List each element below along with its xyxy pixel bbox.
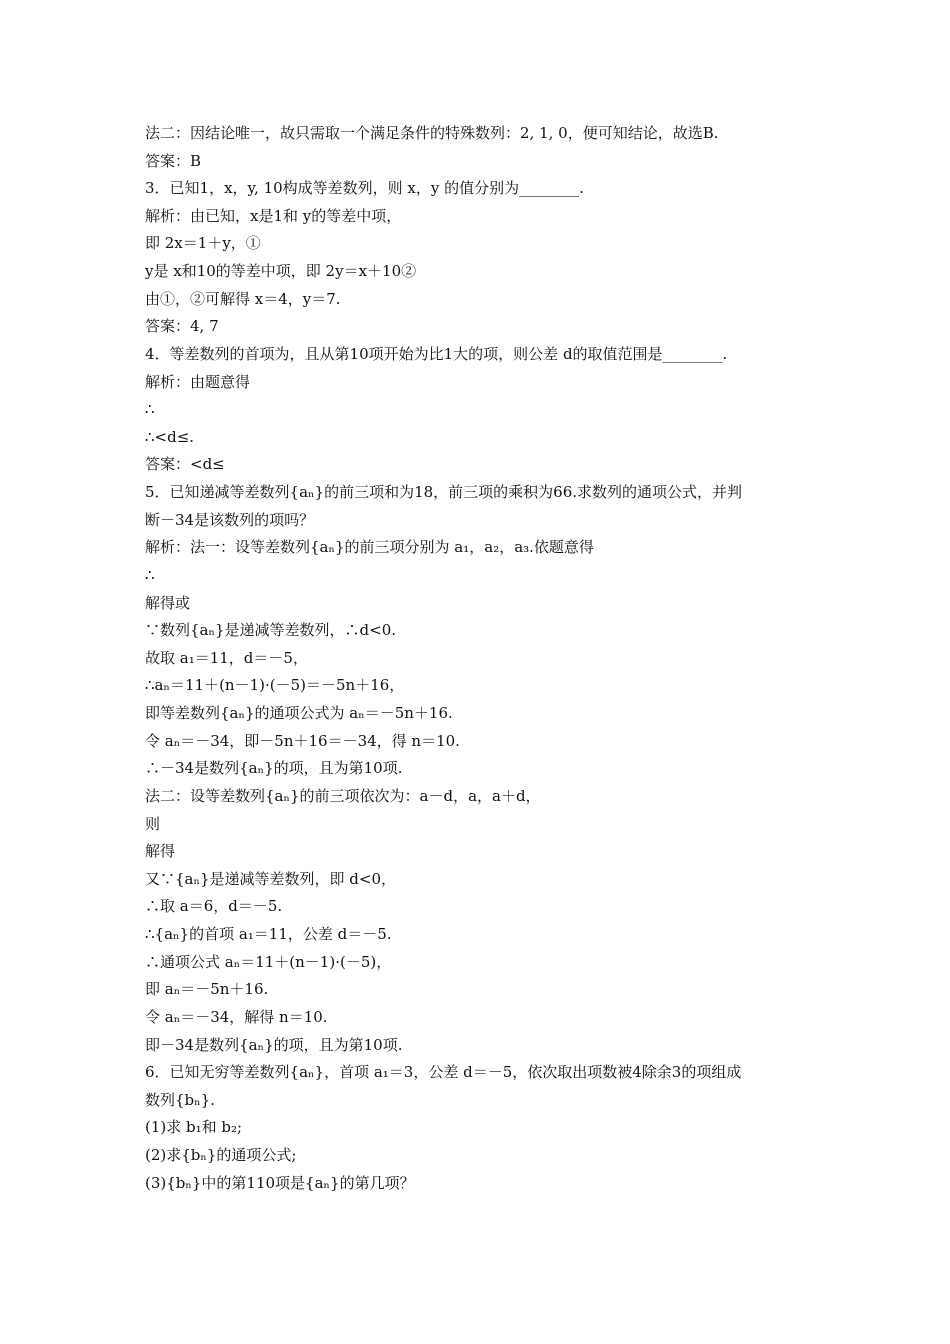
text-line: ∵数列{aₙ}是递减等差数列，∴d<0. [145, 621, 397, 639]
text-line: ∴aₙ＝11＋(n－1)·(－5)＝－5n＋16， [145, 676, 405, 694]
text-line: 故取 a₁＝11，d＝－5， [145, 649, 308, 667]
text-line: 解析：由题意得 [145, 373, 251, 391]
text-line: (1)求 b₁和 b₂; [145, 1118, 243, 1136]
text-line: ∴取 a＝6，d＝－5. [145, 897, 283, 915]
text-line: 断－34是该数列的项吗？ [145, 511, 315, 529]
text-line: 即等差数列{aₙ}的通项公式为 aₙ＝－5n＋16. [145, 704, 453, 722]
text-line: (2)求{bₙ}的通项公式; [145, 1146, 297, 1164]
text-line: ∴ [145, 566, 155, 584]
text-line: 解得 [145, 842, 176, 860]
text-line: 答案：<d≤ [145, 455, 225, 473]
text-line: 即－34是数列{aₙ}的项，且为第10项. [145, 1036, 403, 1054]
question-3: 3．已知1，x，y, 10构成等差数列，则 x，y 的值分别为________. [145, 179, 584, 197]
question-5: 5．已知递减等差数列{aₙ}的前三项和为18，前三项的乘积为66.求数列的通项公式，并判 [145, 483, 743, 501]
text-line: ∴ [145, 400, 155, 418]
text-line: 则 [145, 815, 161, 833]
text-line: 即 2x＝1＋y，① [145, 234, 261, 252]
text-line: 令 aₙ＝－34，即－5n＋16＝－34，得 n＝10. [145, 732, 460, 750]
text-line: 由①，②可解得 x＝4，y＝7. [145, 290, 341, 308]
text-line: 又∵{aₙ}是递减等差数列，即 d<0， [145, 870, 397, 888]
question-4: 4．等差数列的首项为，且从第10项开始为比1大的项，则公差 d的取值范围是________. [145, 345, 728, 363]
text-line: 数列{bₙ}. [145, 1091, 215, 1109]
text-line: ∴通项公式 aₙ＝11＋(n－1)·(－5)， [145, 953, 392, 971]
text-line: 解析：由已知，x是1和 y的等差中项， [145, 207, 402, 225]
text-line: ∴－34是数列{aₙ}的项，且为第10项. [145, 759, 403, 777]
text-line: 解得或 [145, 594, 191, 612]
text-line: 即 aₙ＝－5n＋16. [145, 980, 269, 998]
text-line: 答案：4, 7 [145, 317, 219, 335]
text-line: ∴<d≤. [145, 428, 195, 446]
text-line: y是 x和10的等差中项，即 2y＝x＋10② [145, 262, 417, 280]
question-6: 6．已知无穷等差数列{aₙ}，首项 a₁＝3，公差 d＝－5，依次取出项数被4除余3的项组成 [145, 1063, 742, 1081]
text-line: 法二：因结论唯一，故只需取一个满足条件的特殊数列：2, 1, 0，便可知结论，故选B. [145, 124, 719, 142]
text-line: ∴{aₙ}的首项 a₁＝11，公差 d＝－5. [145, 925, 392, 943]
text-line: 解析：法一：设等差数列{aₙ}的前三项分别为 a₁，a₂，a₃.依题意得 [145, 538, 594, 556]
text-line: 答案：B [145, 152, 202, 170]
text-line: (3){bₙ}中的第110项是{aₙ}的第几项？ [145, 1174, 415, 1192]
text-line: 法二：设等差数列{aₙ}的前三项依次为：a－d，a，a＋d， [145, 787, 541, 805]
text-line: 令 aₙ＝－34，解得 n＝10. [145, 1008, 328, 1026]
